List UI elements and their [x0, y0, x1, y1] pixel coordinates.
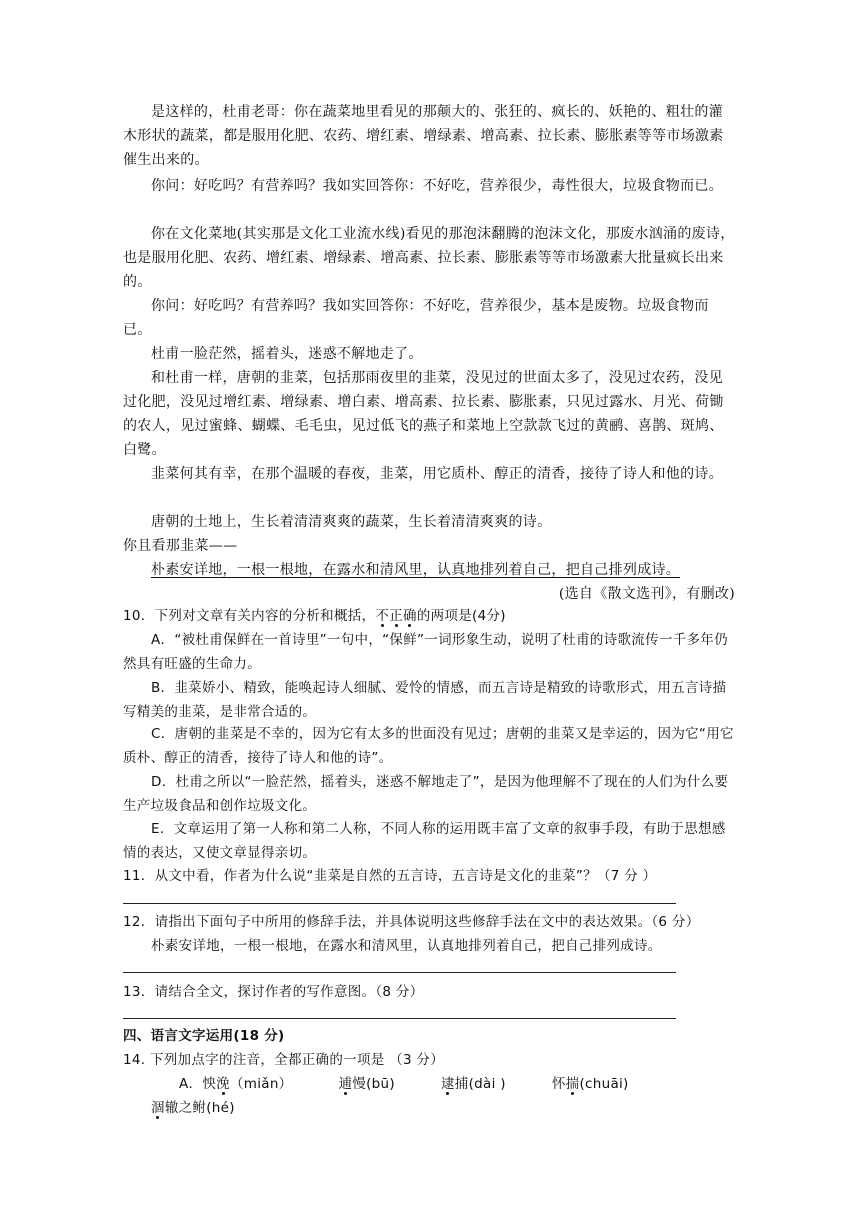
passage-paragraph-7: 韭菜何其有幸，在那个温暖的春夜，韭菜，用它质朴、醇正的清香，接待了诗人和他的诗。: [151, 466, 723, 482]
passage-paragraph-2: 你问：好吃吗？有营养吗？我如实回答你：不好吃，营养很少，毒性很大，垃圾食物而已。: [151, 178, 723, 194]
passage-closing-line-wrap: [123, 558, 735, 582]
question-12-stem: 12．请指出下面句子中所用的修辞手法，并具体说明这些修辞手法在文中的表达效果。（6 分）: [123, 914, 700, 930]
passage-closing-line: 朴素安详地，一根一根地，在露水和清风里，认真地排列着自己，把自己排列成诗。: [151, 562, 681, 578]
q10-option-e: E．文章运用了第一人称和第二人称，不同人称的运用既丰富了文章的叙事手段，有助于思想感情的表达，又使文章显得亲切。: [123, 821, 726, 861]
q14-choice-1: [151, 1072, 292, 1096]
question-14-stem: 14. 下列加点字的注音，全都正确的一项是 （3 分）: [123, 1052, 445, 1068]
q10-option-d: D．杜甫之所以“一脸茫然，摇着头，迷惑不解地走了”，是因为他理解不了现在的人们为什么要生产垃圾食品和创作垃圾文化。: [123, 774, 729, 814]
q14-dotted-char: 浼: [216, 1076, 230, 1092]
passage-paragraph-8: 唐朝的土地上，生长着清清爽爽的蔬菜，生长着清清爽爽的诗。: [151, 514, 552, 530]
q10-stem-text-end: 的两项是(4分): [416, 608, 506, 624]
answer-line-12: [123, 972, 676, 973]
passage-paragraph-1: 是这样的，杜甫老哥：你在蔬菜地里看见的那颠大的、张狂的、疯长的、妖艳的、粗壮的灌木形状的蔬菜，都是服用化肥、农药、增红素、增绿素、增高素、拉长素、膨胀素等等市场激素催生出来的。: [123, 104, 724, 168]
q14-choice-suffix: (chuāi): [579, 1076, 629, 1092]
q10-option-b: B．韭菜娇小、精致，能唤起诗人细腻、爱怜的情感，而五言诗是精致的诗歌形式，用五言诗描写精美的韭菜，是非常合适的。: [123, 680, 727, 720]
passage-paragraph-6: 和杜甫一样，唐朝的韭菜，包括那雨夜里的韭菜，没见过的世面太多了，没见过农药，没见过化肥，没见过增红素、增绿素、增白素、增高素、拉长素、膨胀素，只见过露水、月光、荷锄的农人，见过蜜蜂、蝴蝶、毛毛虫，见过低飞的燕子和菜地上空款款飞过的黄鹂、喜鹊、斑鸠、白鹭。: [123, 370, 724, 458]
q10-option-a: A．“被杜甫保鲜在一首诗里”一句中，“保鲜”一词形象生动，说明了杜甫的诗歌流传一千多年仍然具有旺盛的生命力。: [123, 632, 728, 672]
q14-choice-prefix: A．怏: [179, 1076, 217, 1092]
answer-line-11: [123, 903, 676, 904]
section-4-heading: 四、语言文字运用(18 分): [123, 1028, 285, 1044]
question-12-quote: 朴素安详地，一根一根地，在露水和清风里，认真地排列着自己，把自己排列成诗。: [151, 938, 662, 954]
q14-dotted-char: 揣: [565, 1076, 580, 1092]
q10-option-c: C．唐朝的韭菜是不幸的，因为它有太多的世面没有见过；唐朝的韭菜又是幸运的，因为它“用它质朴、醇正的清香，接待了诗人和他的诗”。: [123, 726, 734, 766]
q14-choice-prefix: 怀: [551, 1076, 566, 1092]
question-11: 11．从文中看，作者为什么说“韭菜是自然的五言诗，五言诗是文化的韭菜”？（7 分 ）: [123, 868, 657, 884]
passage-paragraph-9: 你且看那韭菜——: [123, 538, 238, 554]
q14-choice-3: [413, 1072, 506, 1096]
emphasized-char: 不: [375, 608, 390, 624]
passage-paragraph-5: 杜甫一脸茫然，摇着头，迷惑不解地走了。: [151, 346, 423, 362]
question-13: 13．请结合全文，探讨作者的写作意图。（8 分）: [123, 984, 424, 1000]
q14-dotted-char: 逮: [440, 1076, 455, 1092]
q14-choice-4: [524, 1072, 629, 1096]
question-10-stem: [123, 604, 735, 628]
q14-dotted-char: 涸: [151, 1100, 165, 1116]
passage-paragraph-4: 你问：好吃吗？有营养吗？我如实回答你：不好吃，营养很少，基本是废物。垃圾食物而已。: [123, 298, 709, 338]
passage-source: (选自《散文选刊》，有删改): [558, 586, 735, 602]
answer-line-13: [123, 1018, 676, 1019]
question-14-option-a: [123, 1072, 735, 1120]
q10-stem-text: 10．下列对文章有关内容的分析和概括，: [123, 608, 376, 624]
q14-choice-2: [310, 1072, 394, 1096]
emphasized-char: 正: [389, 608, 404, 624]
emphasized-char: 确: [403, 608, 417, 624]
q14-dotted-char: 逋: [338, 1076, 353, 1092]
q14-choice-5: [123, 1096, 235, 1120]
passage-paragraph-3: 你在文化菜地(其实那是文化工业流水线)看见的那泡沫翻腾的泡沫文化，那废水汹涌的废诗，也是服用化肥、农药、增红素、增绿素、增高素、拉长素、膨胀素等等市场激素大批量疯长出来的。: [123, 226, 735, 290]
q14-choice-suffix: （miǎn）: [229, 1076, 293, 1092]
q14-choice-suffix: 捕(dài ): [454, 1076, 506, 1092]
q14-choice-suffix: 慢(bū): [352, 1076, 395, 1092]
q10-emphasis: [375, 608, 416, 624]
q14-choice-suffix: 辙之鲋(hé): [164, 1100, 235, 1116]
